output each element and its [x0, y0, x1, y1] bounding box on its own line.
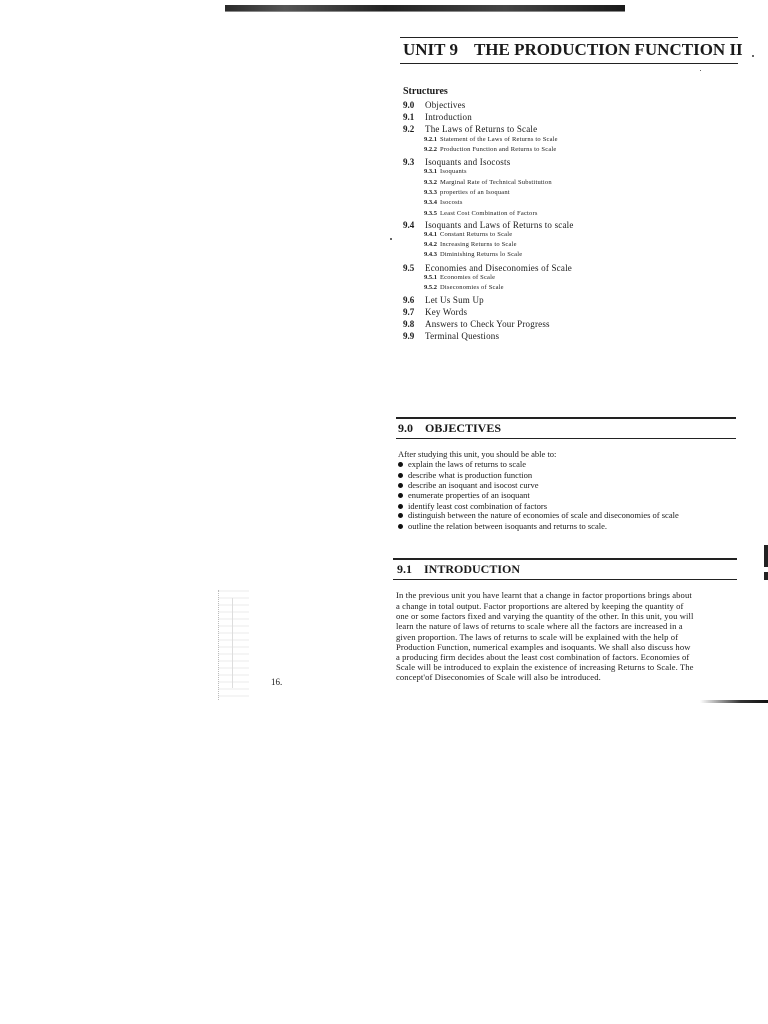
toc-item-9-8 — [403, 320, 550, 329]
toc-text: Marginal Rate of Technical Substitution — [440, 179, 552, 186]
introduction-top-rule — [393, 558, 737, 560]
toc-number: 9.4.3 — [424, 251, 437, 258]
objective-bullet — [398, 510, 679, 520]
unit-number: UNIT 9 — [403, 40, 458, 59]
introduction-bottom-rule — [393, 579, 737, 580]
toc-item-9-9 — [403, 332, 499, 341]
toc-subitem-9-5-2 — [424, 285, 504, 292]
toc-text: Statement of the Laws of Returns to Scale — [440, 136, 558, 143]
toc-number: 9.1 — [403, 112, 415, 122]
introduction-paragraph-line: given proportion. The laws of returns to scale will be explained with the help of — [396, 632, 679, 642]
toc-subitem-9-3-3 — [424, 190, 510, 197]
toc-number: 9.2.2 — [424, 146, 437, 153]
bullet-icon — [398, 473, 403, 478]
toc-number: 9.6 — [403, 295, 415, 305]
scan-speck — [390, 238, 392, 240]
objective-text: identify least cost combination of factors — [408, 501, 548, 511]
toc-number: 9.3.4 — [424, 199, 437, 206]
toc-subitem-9-3-4 — [424, 200, 463, 207]
toc-text: Isoquants and Laws of Returns to scale — [425, 220, 574, 230]
objective-text: enumerate properties of an isoquant — [408, 490, 530, 500]
toc-number: 9.3.5 — [424, 210, 437, 217]
toc-text: Key Words — [425, 307, 468, 317]
introduction-number: 9.1 — [397, 562, 412, 576]
toc-number: 9.0 — [403, 100, 415, 110]
introduction-paragraph-line: concept'of Diseconomies of Scale will also be introduced. — [396, 672, 601, 682]
objectives-title: OBJECTIVES — [425, 421, 502, 435]
toc-subitem-9-2-2 — [424, 147, 557, 154]
introduction-paragraph-line: learn the nature of laws of returns to scale where all the factors are increased in a — [396, 621, 683, 631]
objectives-intro: After studying this unit, you should be able to: — [398, 449, 557, 459]
page-number: 16. — [271, 677, 283, 687]
scan-edge-mark — [764, 572, 768, 580]
scan-speck — [700, 70, 701, 71]
toc-subitem-9-4-2 — [424, 242, 517, 249]
introduction-paragraph-line: Scale will be introduced to explain the existence of increasing Returns to Scale. The — [396, 662, 694, 672]
objective-text: distinguish between the nature of economies of scale and diseconomies of scale — [408, 510, 679, 520]
toc-number: 9.9 — [403, 331, 415, 341]
toc-number: 9.4 — [403, 220, 415, 230]
toc-item-9-6 — [403, 296, 484, 305]
toc-text: Isoquants and Isocosts — [425, 157, 511, 167]
toc-subitem-9-3-5 — [424, 211, 538, 218]
introduction-paragraph-line: In the previous unit you have learnt that a change in factor proportions brings about — [396, 590, 692, 600]
toc-text: properties of an Isoquant — [440, 189, 510, 196]
unit-bottom-rule — [400, 63, 738, 64]
structures-heading: Structures — [403, 86, 448, 97]
scan-speck — [752, 55, 754, 57]
introduction-paragraph-line: one or some factors fixed and varying the quantity of the other. In this unit, you will — [396, 611, 694, 621]
bullet-icon — [398, 524, 403, 529]
toc-subitem-9-5-1 — [424, 275, 495, 282]
objective-bullet — [398, 459, 526, 469]
toc-text: Economies and Diseconomies of Scale — [425, 263, 572, 273]
bullet-icon — [398, 493, 403, 498]
introduction-heading — [397, 562, 520, 577]
toc-item-9-4 — [403, 221, 574, 230]
toc-text: Isoquants — [440, 168, 467, 175]
bullet-icon — [398, 483, 403, 488]
toc-text: Economies of Scale — [440, 274, 496, 281]
toc-subitem-9-4-3 — [424, 252, 522, 259]
bullet-icon — [398, 504, 403, 509]
toc-number: 9.3 — [403, 157, 415, 167]
toc-item-9-5 — [403, 264, 572, 273]
introduction-paragraph-line: a change in total output. Factor proportions are altered by keeping the quantity of — [396, 601, 684, 611]
toc-text: Let Us Sum Up — [425, 295, 484, 305]
toc-number: 9.5 — [403, 263, 415, 273]
toc-number: 9.4.2 — [424, 241, 437, 248]
objective-text: describe what is production function — [408, 470, 533, 480]
scan-edge-mark — [764, 545, 768, 567]
introduction-title: INTRODUCTION — [424, 562, 521, 576]
unit-title-text: THE PRODUCTION FUNCTION II — [473, 40, 743, 59]
toc-subitem-9-2-1 — [424, 137, 558, 144]
toc-item-9-7 — [403, 308, 467, 317]
scan-margin-line — [232, 598, 233, 688]
toc-number: 9.3.1 — [424, 168, 437, 175]
toc-item-9-1 — [403, 113, 472, 122]
toc-subitem-9-3-2 — [424, 180, 552, 187]
objective-text: outline the relation between isoquants and returns to scale. — [408, 521, 607, 531]
toc-number: 9.3.3 — [424, 189, 437, 196]
objective-text: explain the laws of returns to scale — [408, 459, 527, 469]
objectives-bottom-rule — [396, 438, 736, 439]
toc-text: Terminal Questions — [425, 331, 500, 341]
objectives-number: 9.0 — [398, 421, 413, 435]
bullet-icon — [398, 513, 403, 518]
toc-text: The Laws of Returns to Scale — [425, 124, 538, 134]
toc-text: Objectives — [425, 100, 466, 110]
toc-subitem-9-3-1 — [424, 169, 467, 176]
objectives-top-rule — [396, 417, 736, 419]
unit-top-rule — [400, 37, 738, 38]
toc-text: Increasing Returns to Scale — [440, 241, 517, 248]
objective-text: describe an isoquant and isocost curve — [408, 480, 539, 490]
toc-text: Isocosts — [440, 199, 463, 206]
introduction-paragraph-line: a producing firm decides about the least cost combination of factors. Economies of — [396, 652, 690, 662]
toc-text: Least Cost Combination of Factors — [440, 210, 538, 217]
introduction-paragraph-line: Production Function, numerical examples and isoquants. We shall also discuss how — [396, 642, 691, 652]
toc-number: 9.8 — [403, 319, 415, 329]
bullet-icon — [398, 462, 403, 467]
toc-subitem-9-4-1 — [424, 232, 512, 239]
toc-item-9-2 — [403, 125, 537, 134]
toc-text: Constant Returns to Scale — [440, 231, 513, 238]
toc-item-9-3 — [403, 158, 510, 167]
toc-item-9-0 — [403, 101, 466, 110]
toc-text: Production Function and Returns to Scale — [440, 146, 557, 153]
unit-title — [403, 40, 743, 60]
toc-number: 9.7 — [403, 307, 415, 317]
toc-number: 9.2 — [403, 124, 415, 134]
toc-text: Diminishing Returns lo Scale — [440, 251, 523, 258]
objectives-heading — [398, 421, 501, 436]
objective-bullet — [398, 521, 607, 531]
objective-bullet — [398, 470, 532, 480]
scan-edge-stroke — [700, 700, 768, 703]
toc-number: 9.5.1 — [424, 274, 437, 281]
toc-number: 9.2.1 — [424, 136, 437, 143]
toc-number: 9.5.2 — [424, 284, 437, 291]
toc-text: Diseconomies of Scale — [440, 284, 504, 291]
toc-number: 9.4.1 — [424, 231, 437, 238]
scan-top-edge — [225, 5, 625, 11]
toc-number: 9.3.2 — [424, 179, 437, 186]
objective-bullet — [398, 480, 539, 490]
toc-text: Answers to Check Your Progress — [425, 319, 550, 329]
scan-margin-smudge — [218, 590, 249, 700]
toc-text: Introduction — [425, 112, 472, 122]
objective-bullet — [398, 490, 530, 500]
